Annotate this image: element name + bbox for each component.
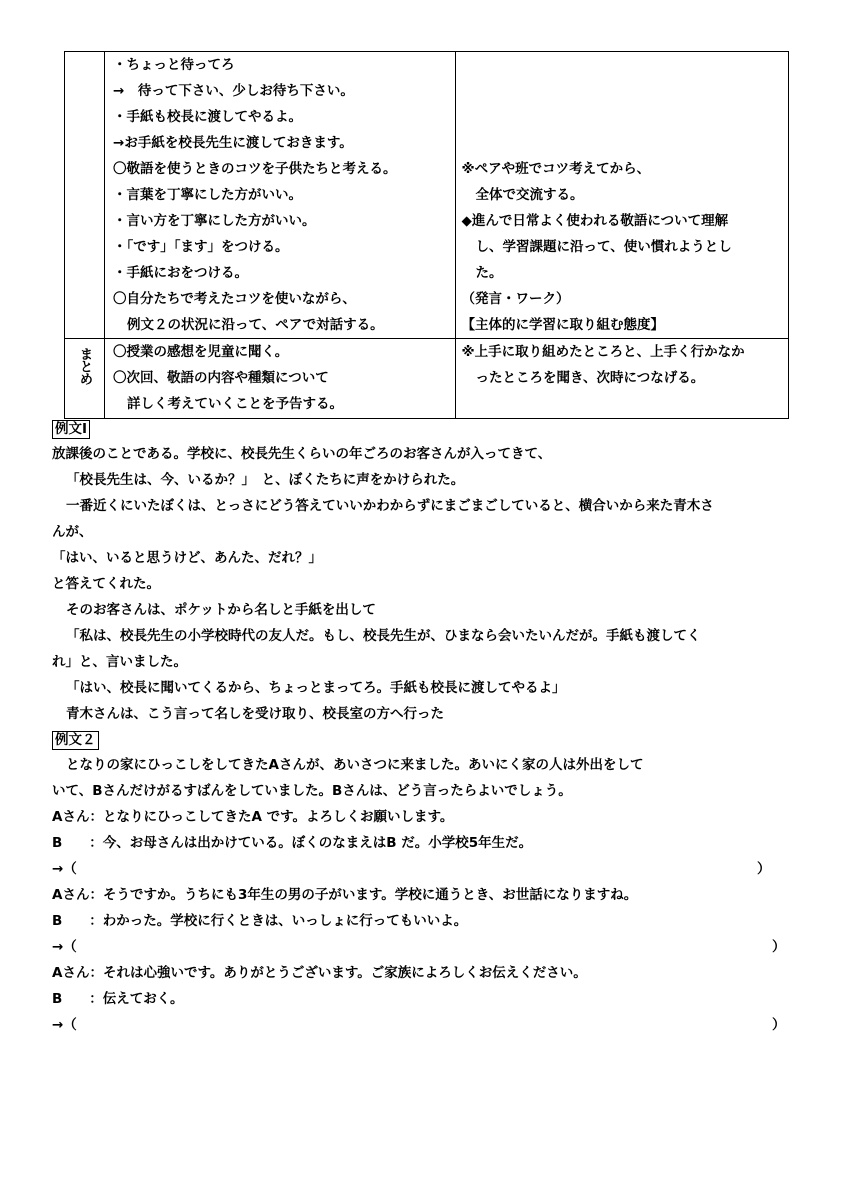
example2-intro-line: となりの家にひっこしをしてきたAさんが、あいさつに来ました。あいにく家の人は外出をして [66, 757, 644, 773]
table-row [65, 339, 789, 419]
dialogue-line: Aさん：そうですか。うちにも3年生の男の子がいます。学校に通うとき、お世話になりますね。 [52, 887, 638, 903]
notes-line: ※上手に取り組めたところと、上手く行かなか [461, 344, 745, 360]
example1-line: 一番近くにいたぼくは、とっさにどう答えていいかわからずにまごまごしていると、横合いから来た青木さ [66, 498, 714, 514]
activity-line: 詳しく考えていくことを予告する。 [127, 396, 344, 412]
example2-heading: 例文２ [52, 731, 99, 750]
table-row [65, 52, 789, 339]
notes-line: し、学習課題に沿って、使い慣れようとし [475, 239, 732, 255]
example1-line: そのお客さんは、ポケットから名しと手紙を出して [66, 602, 376, 618]
summary-label: まとめ [76, 347, 93, 385]
label-cell [65, 339, 105, 419]
notes-cell [455, 52, 788, 339]
example1-line: 「はい、いると思うけど、あんた、だれ？」 [52, 550, 322, 566]
examples-section [52, 416, 792, 1038]
activity-line: ・ちょっと待ってろ [113, 57, 235, 73]
notes-line: （発言・ワーク） [461, 291, 570, 307]
answer-close: ） [772, 939, 786, 955]
example1-line: 「校長先生は、今、いるか？」 と、ぼくたちに声をかけられた。 [66, 472, 465, 488]
answer-close: ） [757, 861, 771, 877]
dialogue-line: B ：伝えておく。 [52, 991, 184, 1007]
activity-line: 〇授業の感想を児童に聞く。 [113, 344, 289, 360]
lesson-plan-table [64, 51, 789, 419]
example1-line: 青木さんは、こう言って名しを受け取り、校長室の方へ行った [66, 706, 444, 722]
dialogue-line: Aさん：それは心強いです。ありがとうございます。ご家族によろしくお伝えください。 [52, 965, 587, 981]
answer-blank [52, 1012, 792, 1038]
activity-line: 〇自分たちで考えたコツを使いながら、 [113, 291, 356, 307]
notes-line: ※ペアや班でコツ考えてから、 [461, 161, 651, 177]
notes-line: ◆進んで日常よく使われる敬語について理解 [461, 213, 729, 229]
notes-line: た。 [475, 265, 503, 281]
example1-line: と答えてくれた。 [52, 576, 160, 592]
example1-line: れ」と、言いました。 [52, 654, 187, 670]
activity-line: ・「です」「ます」をつける。 [113, 239, 289, 255]
answer-open: →（ [52, 939, 77, 955]
example1-line: 「私は、校長先生の小学校時代の友人だ。もし、校長先生が、ひまなら会いたいんだが。手紙も渡してく [66, 628, 701, 644]
activity-cell [105, 52, 455, 339]
notes-line: 全体で交流する。 [475, 187, 584, 203]
answer-close: ） [772, 1017, 786, 1033]
example1-line: 放課後のことである。学校に、校長先生くらいの年ごろのお客さんが入ってきて、 [52, 446, 552, 462]
dialogue-line: B ：わかった。学校に行くときは、いっしょに行ってもいいよ。 [52, 913, 468, 929]
activity-cell [105, 339, 455, 419]
activity-line: 〇敬語を使うときのコツを子供たちと考える。 [113, 161, 397, 177]
label-cell-empty [65, 52, 105, 339]
notes-line: ったところを聞き、次時につなげる。 [475, 370, 705, 386]
activity-line: ・手紙も校長に渡してやるよ。 [113, 109, 303, 125]
activity-line: → 待って下さい、少しお待ち下さい。 [113, 83, 354, 99]
example1-line: 「はい、校長に聞いてくるから、ちょっとまってろ。手紙も校長に渡してやるよ」 [66, 680, 566, 696]
notes-cell [455, 339, 788, 419]
dialogue-line: B ：今、お母さんは出かけている。ぼくのなまえはB だ。小学校5年生だ。 [52, 835, 533, 851]
activity-line: ・言葉を丁寧にした方がいい。 [113, 187, 303, 203]
notes-line: 【主体的に学習に取り組む態度】 [461, 317, 665, 333]
answer-blank [52, 934, 792, 960]
activity-line: ・言い方を丁寧にした方がいい。 [113, 213, 316, 229]
dialogue-line: Aさん：となりにひっこしてきたA です。よろしくお願いします。 [52, 809, 454, 825]
answer-blank [52, 856, 792, 882]
activity-line: 例文２の状況に沿って、ペアで対話する。 [127, 317, 384, 333]
example1-line: んが、 [52, 524, 93, 540]
answer-open: →（ [52, 1017, 77, 1033]
example2-intro-line: いて、Bさんだけがるすばんをしていました。Bさんは、どう言ったらよいでしょう。 [52, 783, 572, 799]
activity-line: →お手紙を校長先生に渡しておきます。 [113, 135, 353, 151]
answer-open: →（ [52, 861, 77, 877]
activity-line: ・手紙におをつける。 [113, 265, 249, 281]
example1-heading: 例文Ⅰ [52, 420, 90, 439]
activity-line: 〇次回、敬語の内容や種類について [113, 370, 329, 386]
